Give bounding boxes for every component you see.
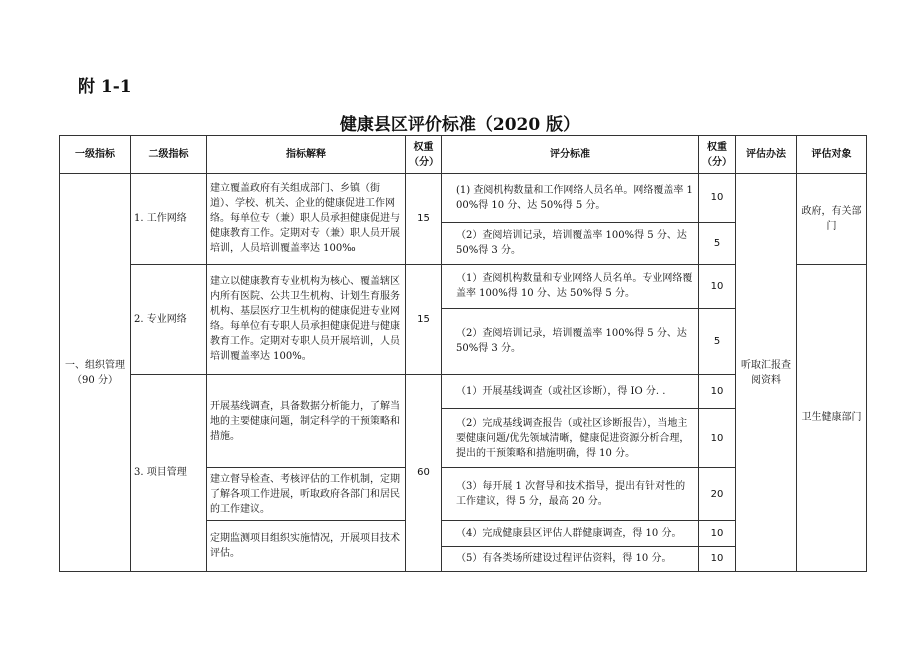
criteria-cell: （4）完成健康县区评估人群健康调查，得 10 分。 [442, 521, 699, 546]
header-criteria: 评分标准 [442, 136, 699, 174]
item-weight-cell: 20 [699, 468, 736, 521]
weight-cell: 15 [406, 264, 442, 374]
item-weight-cell: 10 [699, 521, 736, 546]
header-level2: 二级指标 [131, 136, 207, 174]
method-cell: 听取汇报查阅资料 [736, 174, 797, 572]
item-weight-cell: 5 [699, 309, 736, 374]
criteria-cell: （3）每开展 1 次督导和技术指导，提出有针对性的工作建议，得 5 分，最高 20 分。 [442, 468, 699, 521]
criteria-cell: （1）开展基线调查（或社区诊断），得 IO 分. . [442, 374, 699, 409]
header-explain: 指标解释 [207, 136, 406, 174]
item-weight-cell: 10 [699, 374, 736, 409]
level2-cell: 2. 专业网络 [131, 264, 207, 374]
criteria-cell: （2）查阅培训记录，培训覆盖率 100%得 5 分、达 50%得 3 分。 [442, 309, 699, 374]
header-weight: 权重（分） [406, 136, 442, 174]
target-cell: 卫生健康部门 [797, 264, 867, 571]
item-weight-cell: 10 [699, 174, 736, 223]
header-level1: 一级指标 [60, 136, 131, 174]
header-method: 评估办法 [736, 136, 797, 174]
item-weight-cell: 10 [699, 264, 736, 308]
item-weight-cell: 5 [699, 222, 736, 264]
weight-cell: 15 [406, 174, 442, 265]
item-weight-cell: 10 [699, 546, 736, 571]
level1-cell: 一、组织管理（90 分） [60, 174, 131, 572]
criteria-cell: （2）完成基线调查报告（或社区诊断报告），当地主要健康问题/优先领域清晰，健康促进资源分析合理，提出的干预策略和措施明确，得 10 分。 [442, 409, 699, 468]
explain-cell: 定期监测项目组织实施情况，开展项目技术评估。 [207, 521, 406, 572]
table-row [60, 174, 867, 223]
annex-label: 附 1-1 [78, 77, 132, 97]
header-row [60, 136, 867, 174]
header-target: 评估对象 [797, 136, 867, 174]
weight-cell: 60 [406, 374, 442, 571]
header-weight-2: 权重（分） [699, 136, 736, 174]
target-cell: 政府，有关部门 [797, 174, 867, 265]
criteria-cell: （5）有各类场所建设过程评估资料，得 10 分。 [442, 546, 699, 571]
explain-cell: 开展基线调查，具备数据分析能力，了解当地的主要健康问题，制定科学的干预策略和措施。 [207, 374, 406, 468]
explain-cell: 建立督导检查、考核评估的工作机制，定期了解各项工作进展，听取政府各部门和居民的工作建议。 [207, 468, 406, 521]
level2-cell: 3. 项目管理 [131, 374, 207, 571]
evaluation-table [59, 135, 867, 572]
criteria-cell: （1）查阅机构数量和专业网络人员名单。专业网络覆盖率 100%得 10 分、达 50%得 5 分。 [442, 264, 699, 308]
criteria-cell: （2）查阅培训记录，培训覆盖率 100%得 5 分、达 50%得 3 分。 [442, 222, 699, 264]
explain-cell: 建立覆盖政府有关组成部门、乡镇（街道）、学校、机关、企业的健康促进工作网络。每单位专（兼）职人员承担健康促进与健康教育工作。定期对专（兼）职人员开展培训，人员培训覆盖率达 100‰ [207, 174, 406, 265]
level2-cell: 1. 工作网络 [131, 174, 207, 265]
item-weight-cell: 10 [699, 409, 736, 468]
explain-cell: 建立以健康教育专业机构为核心、覆盖辖区内所有医院、公共卫生机构、计划生育服务机构、基层医疗卫生机构的健康促进专业网络。每单位有专职人员承担健康促进与健康教育工作。定期对专职人员开展培训，人员培训覆盖率达 100%。 [207, 264, 406, 374]
document-title: 健康县区评价标准（2020 版） [339, 115, 581, 135]
criteria-cell: (1) 查阅机构数量和工作网络人员名单。网络覆盖率 100%得 10 分、达 50%得 5 分。 [442, 174, 699, 223]
